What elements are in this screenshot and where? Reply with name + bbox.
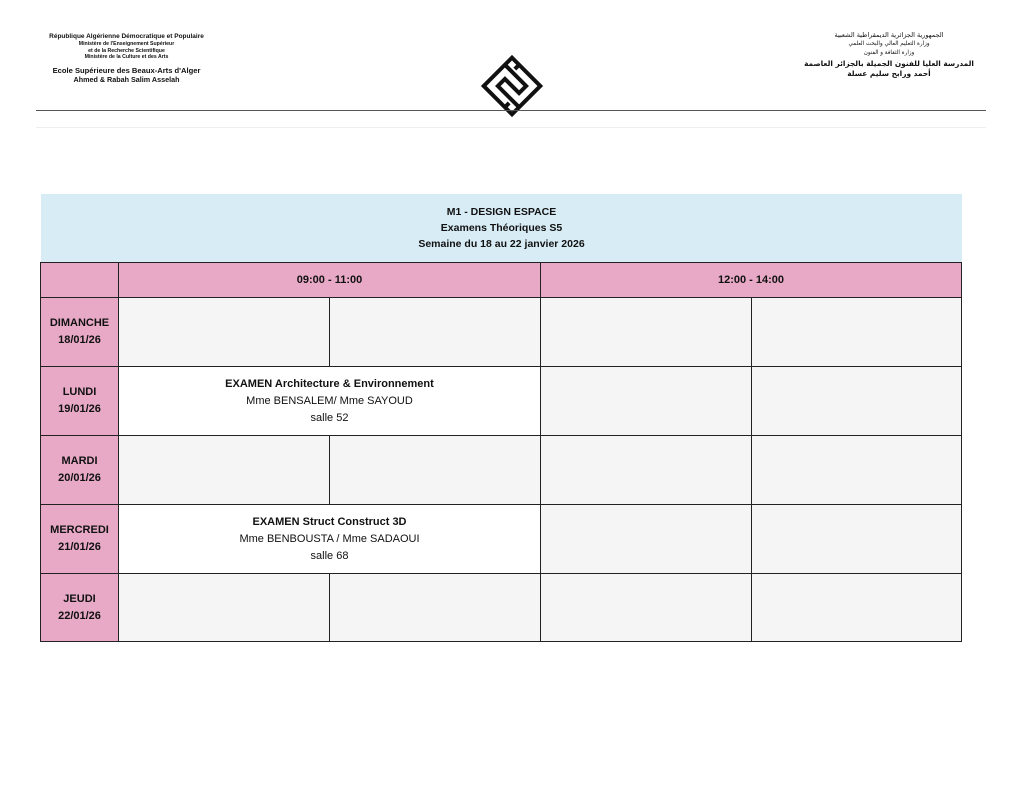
day-cell-mardi <box>40 435 119 505</box>
day-name: MARDI <box>61 455 98 467</box>
day-date: 19/01/26 <box>58 403 101 415</box>
slot-cell <box>540 504 752 574</box>
letterhead-left <box>34 33 219 84</box>
republic-ar: الجمهورية الجزائرية الديمقراطية الشعبية <box>834 31 944 39</box>
letterhead-right <box>794 31 984 80</box>
day-name: LUNDI <box>62 386 97 398</box>
day-cell-mercredi <box>40 504 119 574</box>
republic-fr: République Algérienne Démocratique et Populaire <box>49 33 204 40</box>
day-cell-dimanche <box>40 297 119 367</box>
slot-cell <box>540 435 752 505</box>
slot-cell <box>751 504 962 574</box>
schedule-week: Semaine du 18 au 22 janvier 2026 <box>418 238 585 250</box>
slot-header-midday: 12:00 - 14:00 <box>540 262 962 298</box>
day-date: 21/01/26 <box>58 541 101 553</box>
school-founders-fr: Ahmed & Rabah Salim Asselah <box>73 75 180 85</box>
exam-title: EXAMEN Architecture & Environnement <box>225 377 434 390</box>
slot-cell <box>751 435 962 505</box>
school-founders-ar: أحمد ورابح سليم عسلة <box>847 69 931 79</box>
exam-teachers: Mme BENSALEM/ Mme SAYOUD <box>246 394 413 407</box>
slot-cell <box>118 573 330 642</box>
exam-room: salle 68 <box>310 549 349 562</box>
slot-cell <box>118 435 330 505</box>
slot-cell <box>751 366 962 436</box>
day-cell-lundi <box>40 366 119 436</box>
day-name: MERCREDI <box>50 524 109 536</box>
slot-cell <box>329 297 541 367</box>
school-name-ar: المدرسة العليا للفنون الجميلة بالجزائر العاصمة <box>804 58 974 68</box>
slot-header-morning: 09:00 - 11:00 <box>118 262 541 298</box>
slot-cell <box>329 573 541 642</box>
exam-cell-architecture <box>118 366 541 436</box>
corner-cell <box>40 262 119 298</box>
exam-room: salle 52 <box>310 411 349 424</box>
ministry-higher-ed-line2: et de la Recherche Scientifique <box>88 47 165 54</box>
exam-title: EXAMEN Struct Construct 3D <box>252 515 407 528</box>
header-divider-light <box>36 127 986 128</box>
ministry-culture-fr: Ministère de la Culture et des Arts <box>84 54 169 61</box>
day-date: 18/01/26 <box>58 334 101 346</box>
schedule-title: M1 - DESIGN ESPACE <box>446 206 557 218</box>
day-date: 20/01/26 <box>58 472 101 484</box>
slot-cell <box>540 297 752 367</box>
schedule-subtitle: Examens Théoriques S5 <box>440 222 563 234</box>
slot-cell <box>329 435 541 505</box>
day-date: 22/01/26 <box>58 609 101 622</box>
ministry-culture-ar: وزارة الثقافة و الفنون <box>863 49 915 56</box>
day-cell-jeudi <box>40 573 119 642</box>
exam-cell-struct-construct <box>118 504 541 574</box>
header-divider <box>36 110 986 111</box>
slot-cell <box>751 573 962 642</box>
ministry-higher-ed-line1: Ministère de l'Enseignement Supérieur <box>78 41 175 48</box>
ministry-higher-ed-ar: وزارة التعليم العالي والبحث العلمي <box>848 41 930 48</box>
slot-cell <box>540 366 752 436</box>
slot-cell <box>751 297 962 367</box>
slot-cell <box>540 573 752 642</box>
slot-cell <box>118 297 330 367</box>
schedule-title-band <box>41 194 962 262</box>
exam-teachers: Mme BENBOUSTA / Mme SADAOUI <box>239 532 420 545</box>
day-name: JEUDI <box>63 592 96 605</box>
school-name-fr: Ecole Supérieure des Beaux-Arts d'Alger <box>52 65 201 75</box>
day-name: DIMANCHE <box>49 317 110 329</box>
